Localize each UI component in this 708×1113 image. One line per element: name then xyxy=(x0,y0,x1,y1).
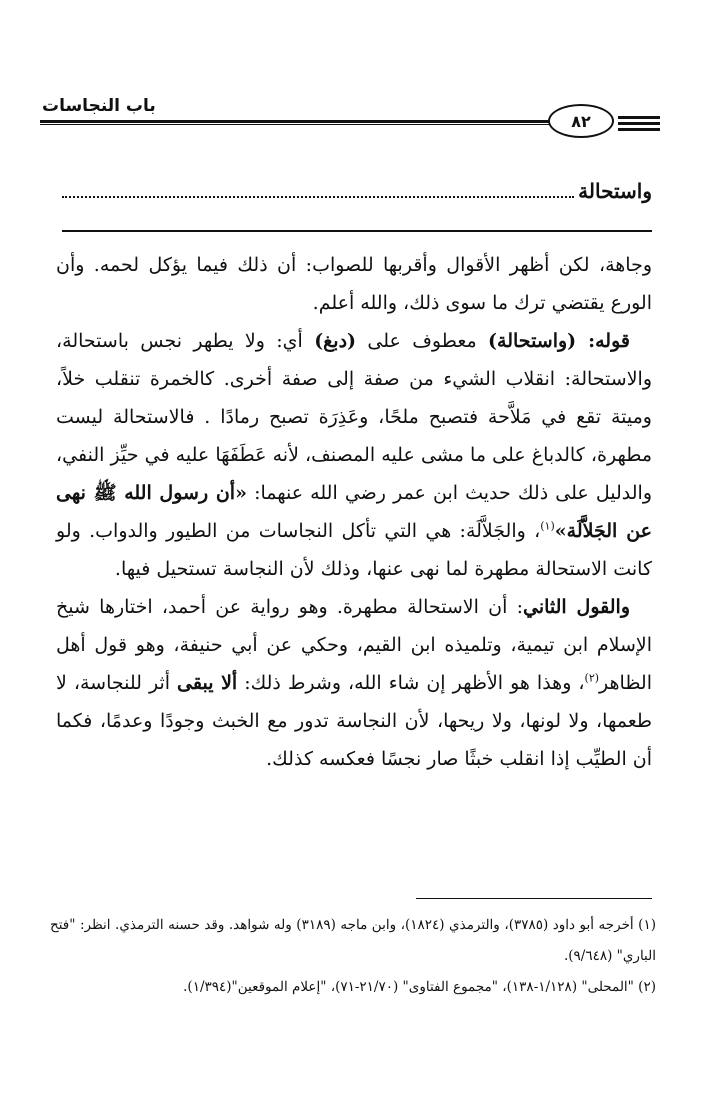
header-ornament xyxy=(618,116,660,134)
paragraph-3 xyxy=(56,588,652,778)
footnote-1: (١) أخرجه أبو داود (٣٧٨٥)، والترمذي (١٨٢٤)، وابن ماجه (٣١٨٩) وله شواهد. وقد حسنه الترمذي. انظر: "فتح الباري" (٩/٦٤٨). xyxy=(50,917,657,964)
section-heading xyxy=(62,178,652,212)
p3-text-2: ، وهذا هو الأظهر إن شاء الله، وشرط ذلك: xyxy=(237,672,585,694)
p2-end: ، والجَلاَّلَة: هي التي تأكل النجاسات من الطيور والدواب. ولو كانت الاستحالة مطهرة لما نهى عنها، وذلك لأن النجاسة تستحيل فيها. xyxy=(56,520,652,580)
p3-text-3: أثر للنجاسة، لا طعمها، ولا لونها، ولا ريحها، لأن النجاسة تدور مع الخبث وجودًا وعدمًا، فكما أن الطيِّب إذا انقلب خبثًا صار نجسًا فعكسه كذلك. xyxy=(56,672,652,770)
footnotes xyxy=(50,910,656,1003)
section-title: واستحالة xyxy=(578,179,652,203)
section-dots xyxy=(62,178,574,198)
running-header xyxy=(40,96,660,140)
p2-mid: معطوف على xyxy=(356,330,489,352)
footnote-ref-1: (١) xyxy=(540,519,555,533)
paragraph-1: وجاهة، لكن أظهر الأقوال وأقربها للصواب: أن ذلك فيما يؤكل لحمه. وأن الورع يقتضي ترك ما سوى ذلك، والله أعلم. xyxy=(56,254,652,314)
p2-hadith: «أن رسول الله ﷺ نهى عن الجَلاَّلَة» xyxy=(56,482,652,542)
p2-label: قوله: (واستحالة) xyxy=(488,330,630,352)
footnote-rule xyxy=(416,898,652,899)
p2-rest: أي: ولا يطهر نجس باستحالة، والاستحالة: انقلاب الشيء من صفة إلى صفة أخرى. كالخمرة تنقلب خلاً، وميتة تقع في مَلاَّحة فتصبح ملحًا، وعَذِرَة تصبح رمادًا . فالاستحالة ليست مطهرة، كالدباغ على ما مشى عليه المصنف، لأنه عَطَفَهَا عليه في حيِّز النفي، والدليل على ذلك حديث ابن عمر رضي الله عنهما: xyxy=(56,330,652,504)
page-number: ٨٢ xyxy=(548,104,614,138)
section-rule xyxy=(62,230,652,232)
main-text xyxy=(56,246,652,778)
chapter-title: باب النجاسات xyxy=(42,96,156,116)
footnote-ref-2: (٢) xyxy=(584,671,600,685)
p2-term: (دبغ) xyxy=(314,330,357,352)
p3-text-1: : أن الاستحالة مطهرة. وهو رواية عن أحمد، اختارها شيخ الإسلام ابن تيمية، وتلميذه ابن القيم، وحكي عن أبي حنيفة، وهو قول أهل الظاهر xyxy=(56,596,652,694)
p3-bold: ألا يبقى xyxy=(177,672,238,694)
footnote-2: (٢) "المحلى" (١/١٢٨-١٣٨)، "مجموع الفتاوى" (٢١/٧٠-٧١)، "إعلام الموقعين"(١/٣٩٤). xyxy=(183,979,656,995)
header-rule xyxy=(40,120,552,123)
p3-label: والقول الثاني xyxy=(523,596,630,618)
paragraph-2 xyxy=(56,322,652,588)
header-rule-thin xyxy=(40,124,552,125)
